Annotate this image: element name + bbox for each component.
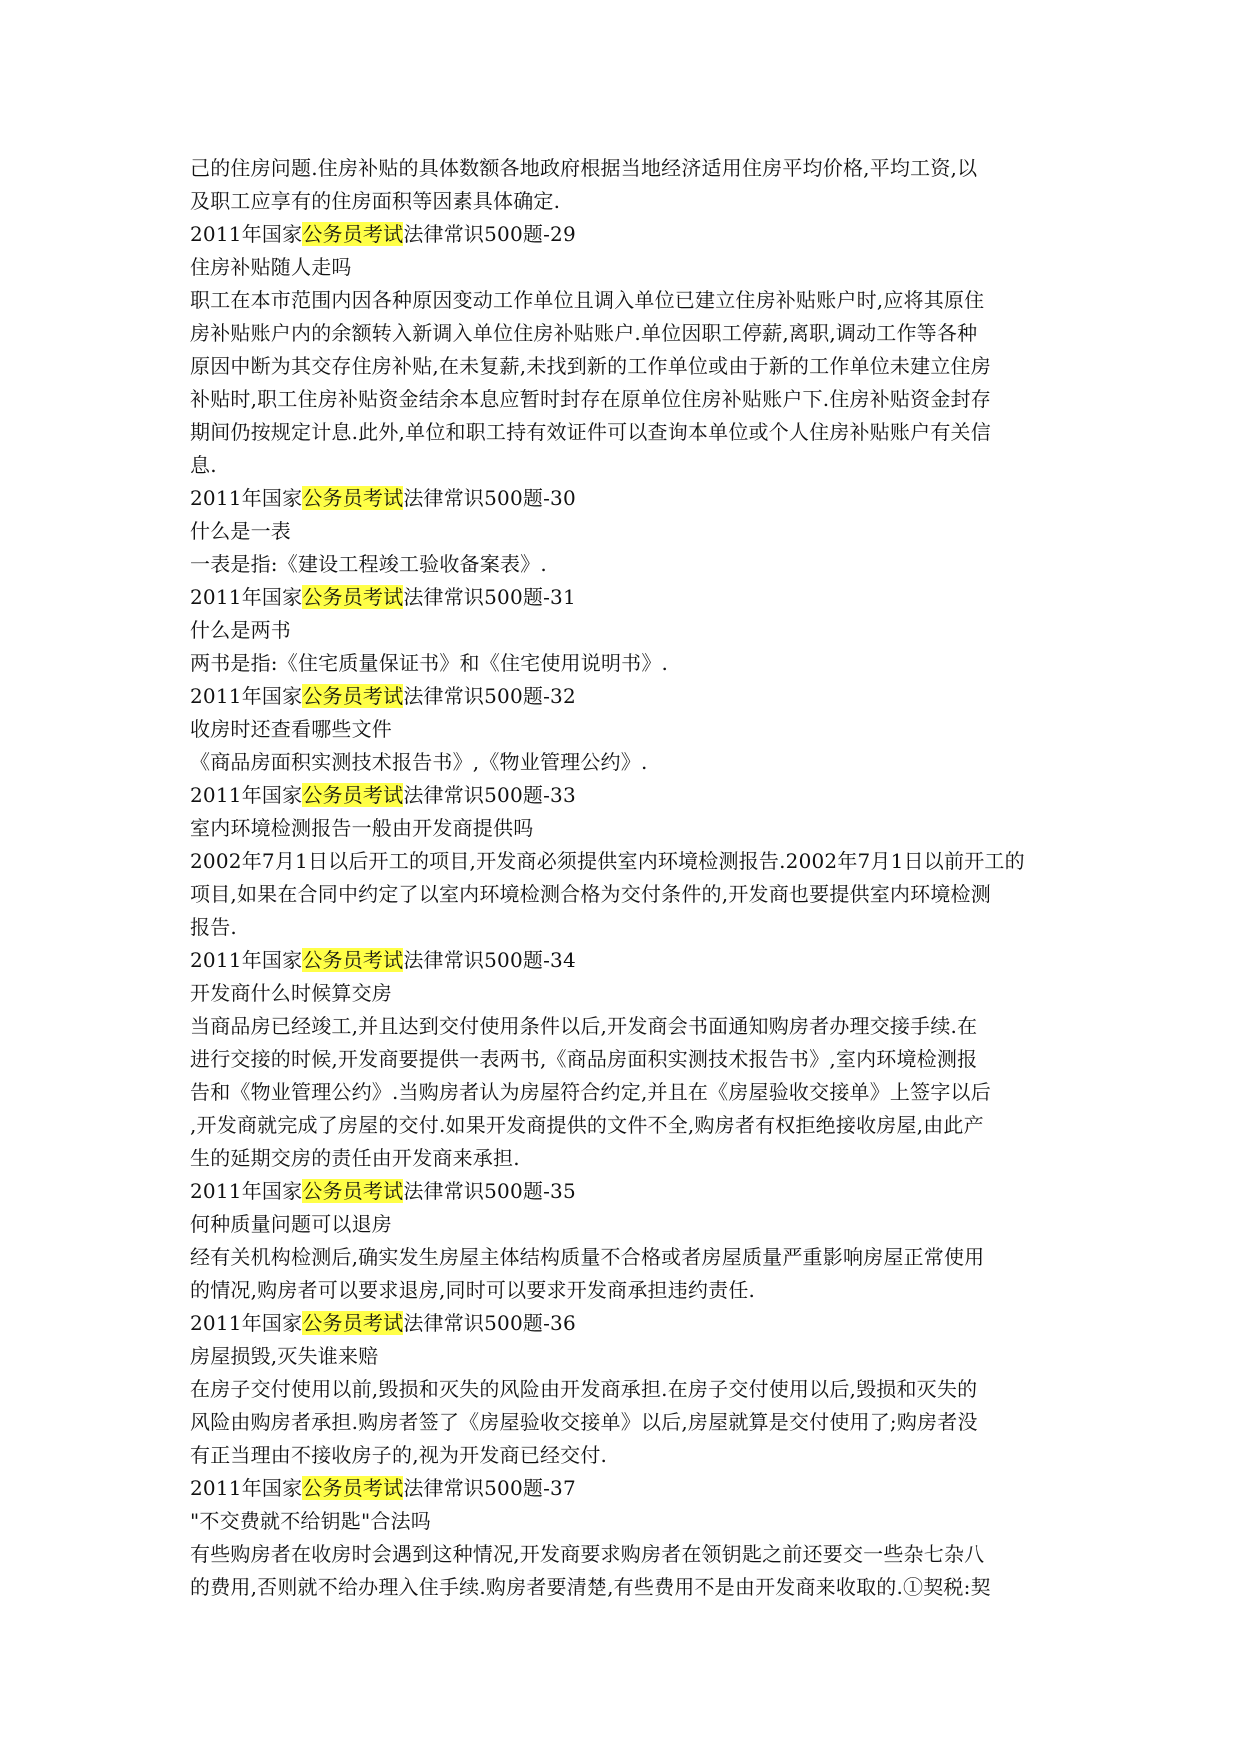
- heading-suffix: 法律常识500题-37: [403, 1476, 576, 1500]
- body-text-line: 报告.: [190, 915, 237, 939]
- highlighted-keyword: 公务员考试: [302, 1311, 404, 1335]
- document-page: [190, 152, 1062, 1604]
- question-heading: [190, 1472, 1062, 1505]
- highlighted-keyword: 公务员考试: [302, 585, 404, 609]
- body-text-line: 职工在本市范围内因各种原因变动工作单位且调入单位已建立住房补贴账户时,应将其原住: [190, 288, 985, 312]
- heading-suffix: 法律常识500题-36: [403, 1311, 576, 1335]
- body-text-line: 经有关机构检测后,确实发生房屋主体结构质量不合格或者房屋质量严重影响房屋正常使用: [190, 1245, 985, 1269]
- heading-suffix: 法律常识500题-30: [403, 486, 576, 510]
- highlighted-keyword: 公务员考试: [302, 1179, 404, 1203]
- question-heading: [190, 581, 1062, 614]
- heading-prefix: 2011年国家: [190, 783, 303, 807]
- question-heading: [190, 218, 1062, 251]
- body-text-line: 开发商什么时候算交房: [190, 981, 392, 1005]
- body-text-line: 己的住房问题.住房补贴的具体数额各地政府根据当地经济适用住房平均价格,平均工资,以: [190, 156, 978, 180]
- body-text-line: 收房时还查看哪些文件: [190, 717, 392, 741]
- heading-prefix: 2011年国家: [190, 1476, 303, 1500]
- highlighted-keyword: 公务员考试: [302, 486, 404, 510]
- body-text-line: 息.: [190, 453, 217, 477]
- body-text-line: 何种质量问题可以退房: [190, 1212, 392, 1236]
- heading-prefix: 2011年国家: [190, 948, 303, 972]
- heading-suffix: 法律常识500题-32: [403, 684, 576, 708]
- heading-suffix: 法律常识500题-35: [403, 1179, 576, 1203]
- body-text-line: 一表是指:《建设工程竣工验收备案表》.: [190, 552, 547, 576]
- highlighted-keyword: 公务员考试: [302, 1476, 404, 1500]
- heading-suffix: 法律常识500题-34: [403, 948, 576, 972]
- body-text-line: 项目,如果在合同中约定了以室内环境检测合格为交付条件的,开发商也要提供室内环境检测: [190, 882, 991, 906]
- body-text-line: 2002年7月1日以后开工的项目,开发商必须提供室内环境检测报告.2002年7月1日以前开工的: [190, 849, 1025, 873]
- body-text-line: 房补贴账户内的余额转入新调入单位住房补贴账户.单位因职工停薪,离职,调动工作等各种: [190, 321, 978, 345]
- question-heading: [190, 1307, 1062, 1340]
- body-text-line: 《商品房面积实测技术报告书》,《物业管理公约》.: [190, 750, 648, 774]
- heading-prefix: 2011年国家: [190, 684, 303, 708]
- heading-prefix: 2011年国家: [190, 585, 303, 609]
- body-text-line: "不交费就不给钥匙"合法吗: [190, 1509, 431, 1533]
- body-text-line: 当商品房已经竣工,并且达到交付使用条件以后,开发商会书面通知购房者办理交接手续.在: [190, 1014, 978, 1038]
- heading-suffix: 法律常识500题-31: [403, 585, 576, 609]
- question-heading: [190, 482, 1062, 515]
- heading-prefix: 2011年国家: [190, 222, 303, 246]
- body-text-line: 什么是一表: [190, 519, 291, 543]
- heading-prefix: 2011年国家: [190, 1311, 303, 1335]
- highlighted-keyword: 公务员考试: [302, 684, 404, 708]
- body-text-line: 补贴时,职工住房补贴资金结余本息应暂时封存在原单位住房补贴账户下.住房补贴资金封存: [190, 387, 991, 411]
- heading-prefix: 2011年国家: [190, 1179, 303, 1203]
- question-heading: [190, 944, 1062, 977]
- body-text-line: 的情况,购房者可以要求退房,同时可以要求开发商承担违约责任.: [190, 1278, 756, 1302]
- question-heading: [190, 779, 1062, 812]
- body-text-line: 风险由购房者承担.购房者签了《房屋验收交接单》以后,房屋就算是交付使用了;购房者没: [190, 1410, 978, 1434]
- heading-suffix: 法律常识500题-29: [403, 222, 576, 246]
- body-text-line: 住房补贴随人走吗: [190, 255, 352, 279]
- heading-suffix: 法律常识500题-33: [403, 783, 576, 807]
- body-text-line: 期间仍按规定计息.此外,单位和职工持有效证件可以查询本单位或个人住房补贴账户有关信: [190, 420, 991, 444]
- question-heading: [190, 1175, 1062, 1208]
- question-heading: [190, 680, 1062, 713]
- highlighted-keyword: 公务员考试: [302, 783, 404, 807]
- body-text-line: 有正当理由不接收房子的,视为开发商已经交付.: [190, 1443, 608, 1467]
- body-text-line: 两书是指:《住宅质量保证书》和《住宅使用说明书》.: [190, 651, 669, 675]
- body-text-line: 生的延期交房的责任由开发商来承担.: [190, 1146, 520, 1170]
- body-text-line: 有些购房者在收房时会遇到这种情况,开发商要求购房者在领钥匙之前还要交一些杂七杂八: [190, 1542, 985, 1566]
- body-text-line: ,开发商就完成了房屋的交付.如果开发商提供的文件不全,购房者有权拒绝接收房屋,由此产: [190, 1113, 984, 1137]
- body-text-line: 在房子交付使用以前,毁损和灭失的风险由开发商承担.在房子交付使用以后,毁损和灭失的: [190, 1377, 978, 1401]
- highlighted-keyword: 公务员考试: [302, 948, 404, 972]
- heading-prefix: 2011年国家: [190, 486, 303, 510]
- body-text-line: 进行交接的时候,开发商要提供一表两书,《商品房面积实测技术报告书》,室内环境检测报: [190, 1047, 978, 1071]
- body-text-line: 室内环境检测报告一般由开发商提供吗: [190, 816, 534, 840]
- highlighted-keyword: 公务员考试: [302, 222, 404, 246]
- body-text-line: 原因中断为其交存住房补贴,在未复薪,未找到新的工作单位或由于新的工作单位未建立住房: [190, 354, 991, 378]
- body-text-line: 房屋损毁,灭失谁来赔: [190, 1344, 379, 1368]
- body-text-line: 及职工应享有的住房面积等因素具体确定.: [190, 189, 561, 213]
- body-text-line: 什么是两书: [190, 618, 291, 642]
- body-text-line: 的费用,否则就不给办理入住手续.购房者要清楚,有些费用不是由开发商来收取的.①契税:契: [190, 1575, 991, 1599]
- body-text-line: 告和《物业管理公约》.当购房者认为房屋符合约定,并且在《房屋验收交接单》上签字以后: [190, 1080, 991, 1104]
